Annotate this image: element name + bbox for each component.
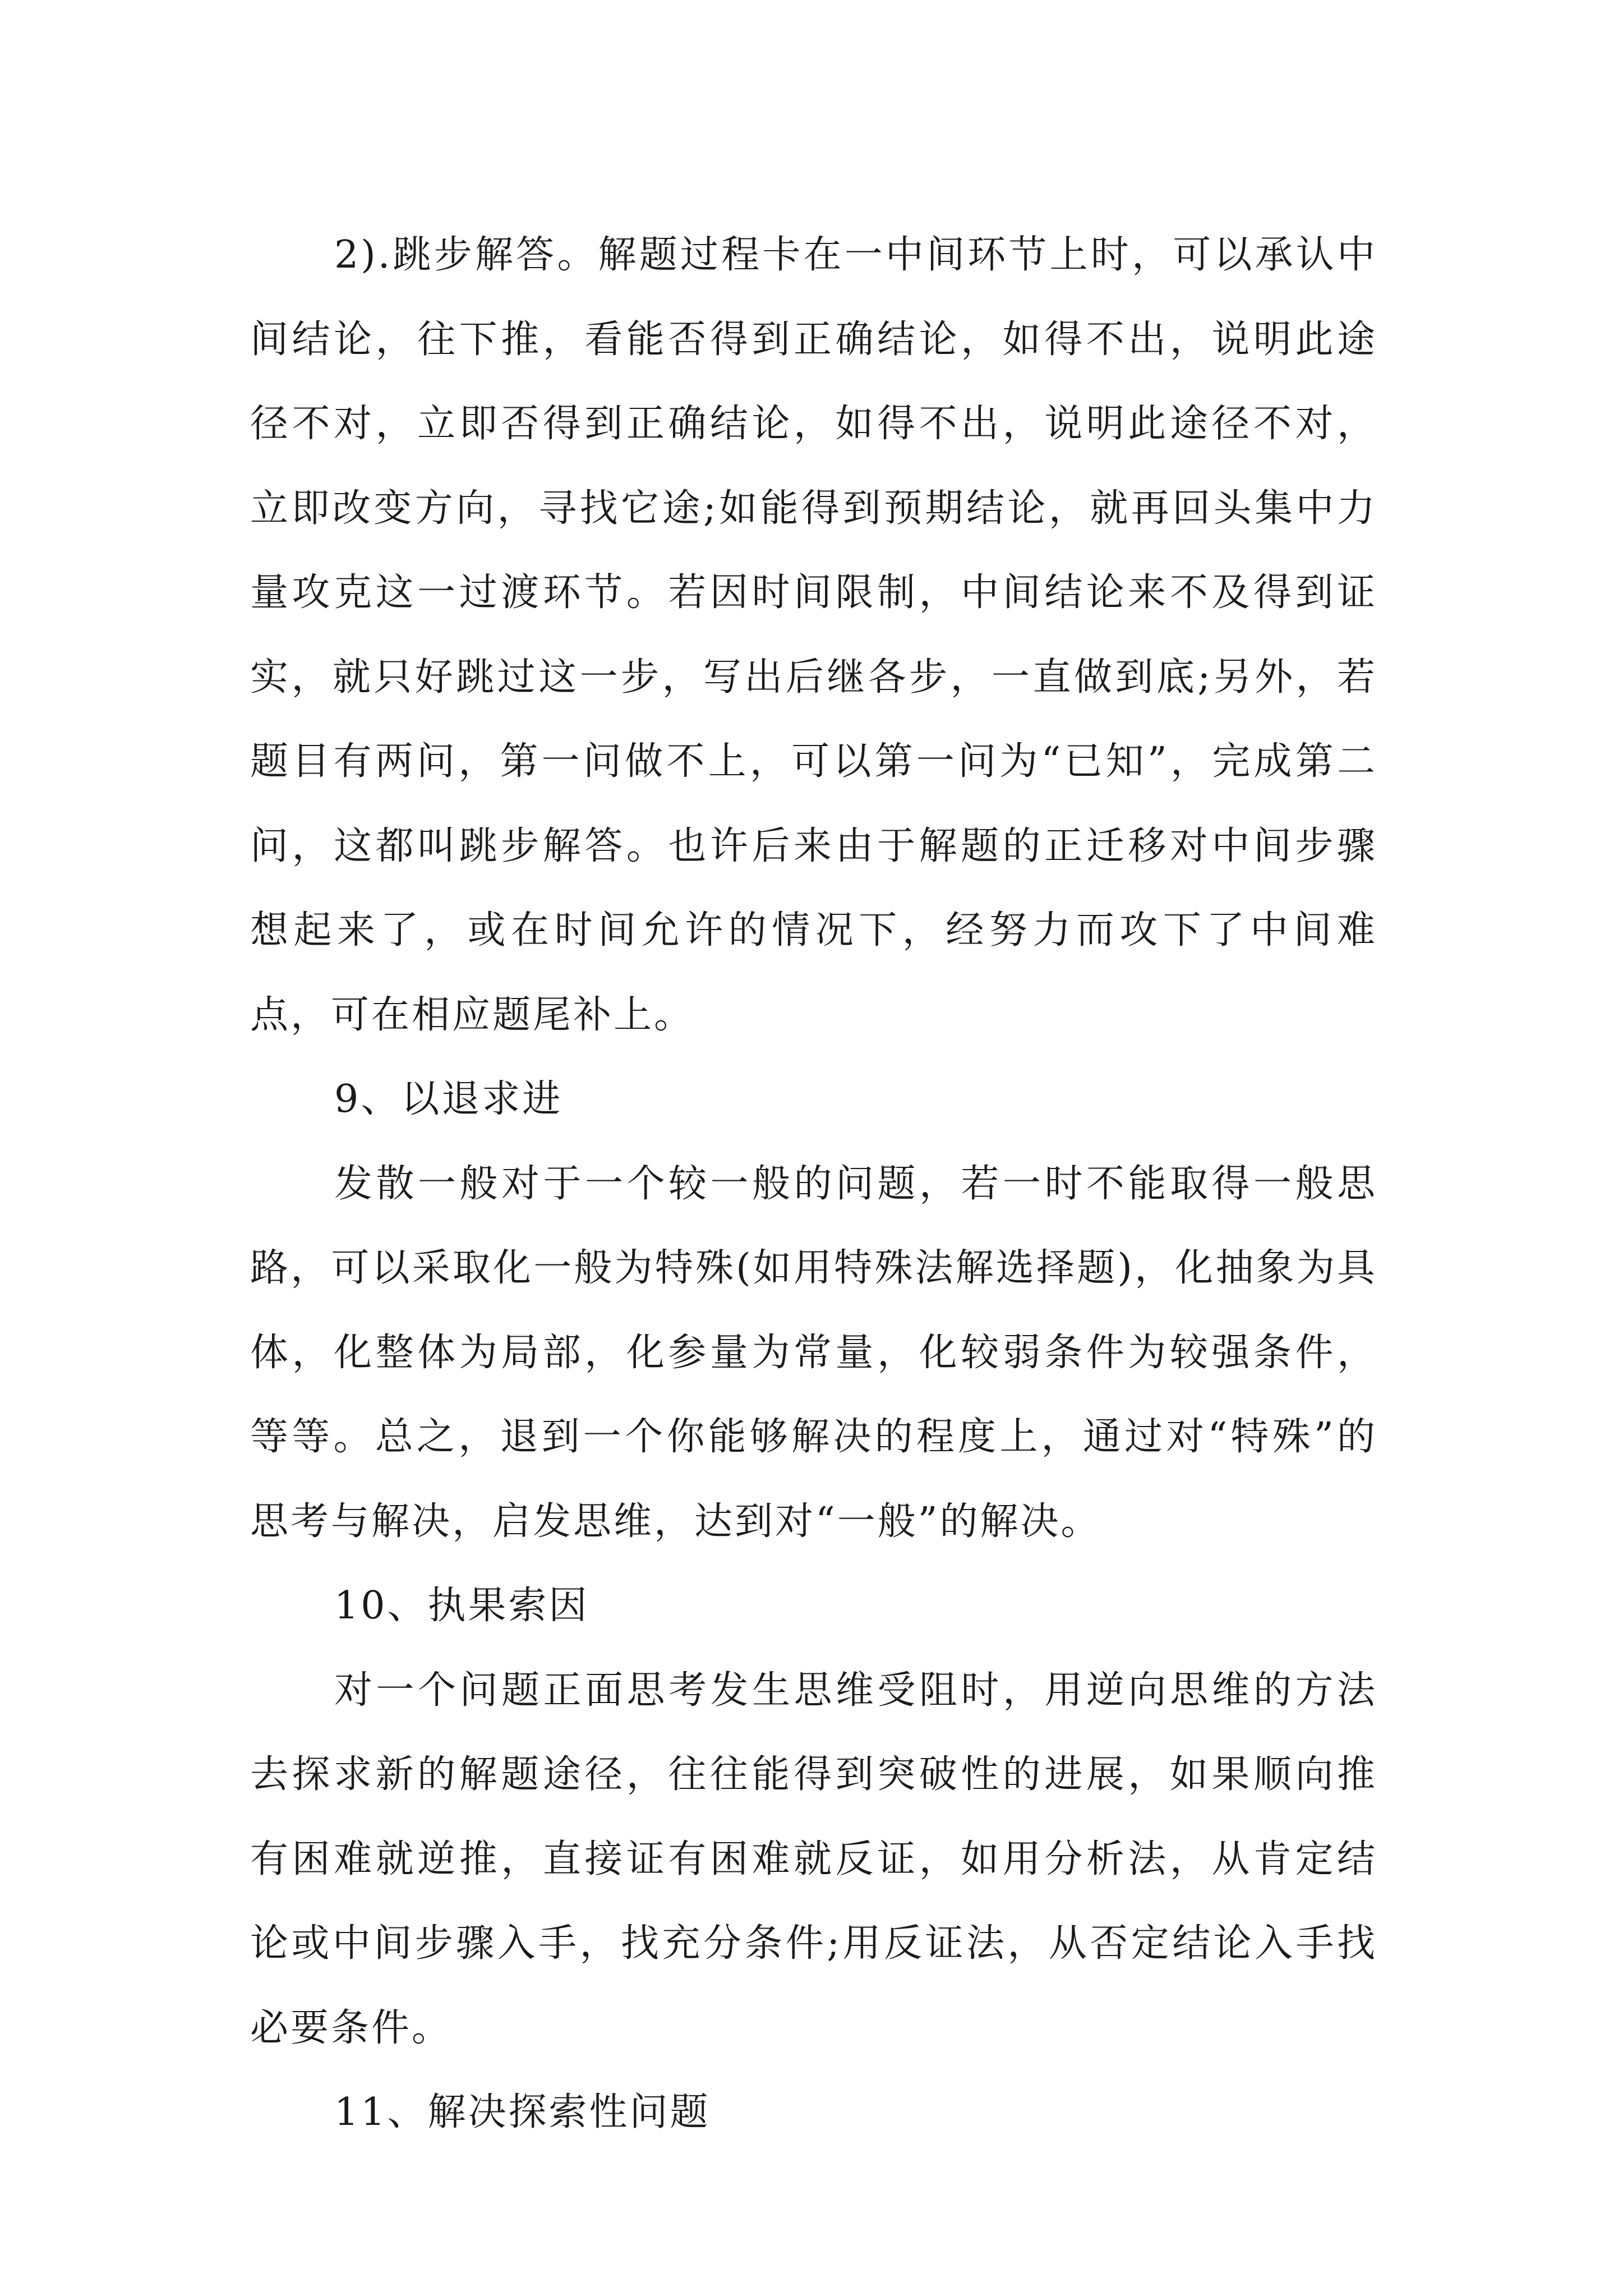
section-heading-10: 10、执果索因 xyxy=(334,1584,589,1628)
document-body xyxy=(250,213,1377,2155)
paragraph-reverse-thinking: 对一个问题正面思考发生思维受阻时，用逆向思维的方法去探求新的解题途径，往往能得到突破性的进展，如果顺向推有困难就逆推，直接证有困难就反证，如用分析法，从肯定结论或中间步骤入手，找充分条件;用反证法，从否定结论入手找必要条件。 xyxy=(250,1668,1377,2050)
section-heading-9: 9、以退求进 xyxy=(334,1077,563,1121)
paragraph-retreat-to-advance: 发散一般对于一个较一般的问题，若一时不能取得一般思路，可以采取化一般为特殊(如用特殊法解选择题)，化抽象为具体，化整体为局部，化参量为常量，化较弱条件为较强条件，等等。总之，退到一个你能够解决的程度上，通过对“特殊”的思考与解决，启发思维，达到对“一般”的解决。 xyxy=(250,1161,1377,1544)
paragraph-skip-step-answer: 2).跳步解答。解题过程卡在一中间环节上时，可以承认中间结论，往下推，看能否得到正确结论，如得不出，说明此途径不对，立即否得到正确结论，如得不出，说明此途径不对，立即改变方向，寻找它途;如能得到预期结论，就再回头集中力量攻克这一过渡环节。若因时间限制，中间结论来不及得到证实，就只好跳过这一步，写出后继各步，一直做到底;另外，若题目有两问，第一问做不上，可以第一问为“已知”，完成第二问，这都叫跳步解答。也许后来由于解题的正迁移对中间步骤想起来了，或在时间允许的情况下，经努力而攻下了中间难点，可在相应题尾补上。 xyxy=(250,233,1377,1037)
section-heading-11: 11、解决探索性问题 xyxy=(334,2090,711,2134)
